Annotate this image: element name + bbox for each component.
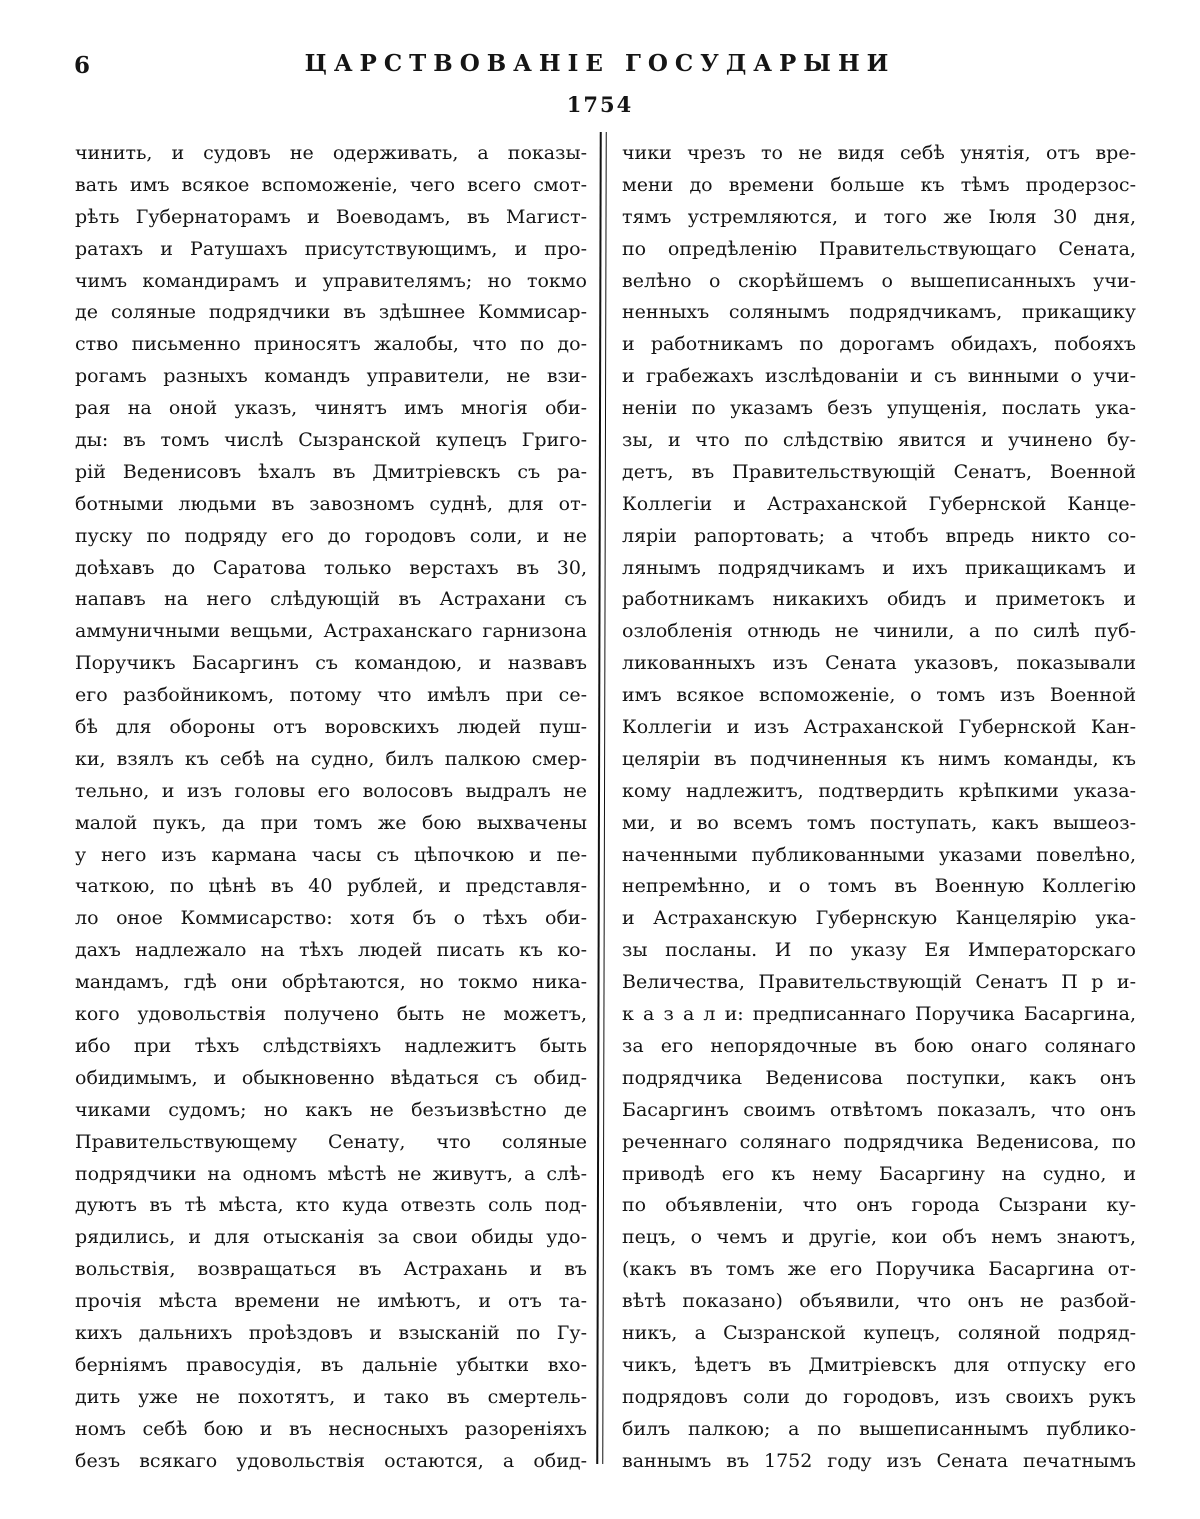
text-line: доѣхавъ до Саратова только верстахъ въ 30, xyxy=(75,556,587,579)
text-line: дить уже не похотятъ, и тако въ смертель- xyxy=(75,1385,587,1408)
text-line: рій Веденисовъ ѣхалъ въ Дмитріевскъ съ ра- xyxy=(75,460,587,483)
text-line: целяріи въ подчиненныя къ нимъ команды, къ xyxy=(622,747,1136,770)
text-line: зы, и что по слѣдствію явится и учинено бу- xyxy=(622,429,1136,452)
text-line: лянымъ подрядчикамъ и ихъ прикащикамъ и xyxy=(622,556,1136,579)
text-line: обидимымъ, и обыкновенно вѣдаться съ обид- xyxy=(75,1066,587,1089)
text-line: ратахъ и Ратушахъ присутствующимъ, и про- xyxy=(75,237,587,260)
text-line: и работникамъ по дорогамъ обидахъ, побояхъ xyxy=(622,333,1136,356)
text-column-right xyxy=(622,138,1136,1477)
text-line: чимъ командирамъ и управителямъ; но токмо xyxy=(75,269,587,292)
text-line: имъ всякое вспоможеніе, о томъ изъ Военной xyxy=(622,684,1136,707)
text-line: кому надлежитъ, подтвердить крѣпкими указа- xyxy=(622,779,1136,802)
text-line: бѣ для обороны отъ воровскихъ людей пуш- xyxy=(75,716,587,739)
text-line: неніи по указамъ безъ упущенія, послать ука- xyxy=(622,397,1136,420)
text-line: де соляные подрядчики въ здѣшнее Коммисар- xyxy=(75,301,587,324)
text-line: аммуничными вещьми, Астраханскаго гарнизона xyxy=(75,620,587,643)
text-line: тельно, и изъ головы его волосовъ выдралъ не xyxy=(75,779,587,802)
text-line: Коллегіи и Астраханской Губернской Канце- xyxy=(622,492,1136,515)
column-divider-rule xyxy=(596,132,606,1464)
text-line: к а з а л и: предписаннаго Поручика Басаргина, xyxy=(622,1003,1136,1026)
text-line: пуску по подряду его до городовъ соли, и не xyxy=(75,524,587,547)
text-line: чиками судомъ; но какъ не безъизвѣстно де xyxy=(75,1098,587,1121)
text-line: берніямъ правосудія, въ дальніе убытки вхо- xyxy=(75,1353,587,1376)
text-line: работникамъ никакихъ обидъ и приметокъ и xyxy=(622,588,1136,611)
text-line: ляріи рапортовать; а чтобъ впредь никто со- xyxy=(622,524,1136,547)
text-line: чаткою, по цѣнѣ въ 40 рублей, и представля- xyxy=(75,875,587,898)
text-line: Величества, Правительствующій Сенатъ П р и- xyxy=(622,971,1136,994)
text-line: тямъ устремляются, и того же Іюля 30 дня, xyxy=(622,205,1136,228)
text-line: подрядовъ соли до городовъ, изъ своихъ рукъ xyxy=(622,1385,1136,1408)
text-line: ваннымъ въ 1752 году изъ Сената печатнымъ xyxy=(622,1449,1136,1472)
text-line: ненныхъ солянымъ подрядчикамъ, прикащику xyxy=(622,301,1136,324)
text-line: Коллегіи и изъ Астраханской Губернской Кан- xyxy=(622,716,1136,739)
text-line: прочія мѣста времени не имѣютъ, и отъ та- xyxy=(75,1290,587,1313)
text-line: приводѣ его къ нему Басаргину на судно, и xyxy=(622,1162,1136,1185)
text-line: Басаргинъ своимъ отвѣтомъ показалъ, что онъ xyxy=(622,1098,1136,1121)
text-line: Поручикъ Басаргинъ съ командою, и назвавъ xyxy=(75,652,587,675)
text-line: велѣно о скорѣйшемъ о вышеписанныхъ учи- xyxy=(622,269,1136,292)
text-line: у него изъ кармана часы съ цѣпочкою и пе- xyxy=(75,843,587,866)
text-line: его разбойникомъ, потому что имѣлъ при се- xyxy=(75,684,587,707)
text-line: пецъ, о чемъ и другіе, кои объ немъ знаютъ, xyxy=(622,1226,1136,1249)
text-line: рогамъ разныхъ командъ управители, не взи- xyxy=(75,365,587,388)
page-header-year: 1754 xyxy=(566,92,634,117)
text-line: и Астраханскую Губернскую Канцелярію ука- xyxy=(622,907,1136,930)
text-line: вать имъ всякое вспоможеніе, чего всего смот- xyxy=(75,173,587,196)
text-line: кого удовольствія получено быть не можетъ, xyxy=(75,1003,587,1026)
text-line: за его непорядочные въ бою онаго солянаго xyxy=(622,1034,1136,1057)
text-line: зы посланы. И по указу Ея Императорскаго xyxy=(622,939,1136,962)
text-line: вѣтѣ показано) объявили, что онъ не разбой- xyxy=(622,1290,1136,1313)
text-line: наченными публикованными указами повелѣно, xyxy=(622,843,1136,866)
text-line: подрядчика Веденисова поступки, какъ онъ xyxy=(622,1066,1136,1089)
text-line: безъ всякаго удовольствія остаются, а обид- xyxy=(75,1449,587,1472)
text-line: по объявленіи, что онъ города Сызрани ку- xyxy=(622,1194,1136,1217)
text-line: чики чрезъ то не видя себѣ унятія, отъ вре- xyxy=(622,142,1136,164)
text-line: чинить, и судовъ не одерживать, а показы- xyxy=(75,142,587,164)
text-line: мандамъ, гдѣ они обрѣтаются, но токмо ника- xyxy=(75,971,587,994)
text-line: билъ палкою; а по вышеписаннымъ публико- xyxy=(622,1417,1136,1440)
text-line: ство письменно приносятъ жалобы, что по до- xyxy=(75,333,587,356)
text-line: малой пукъ, да при томъ же бою выхвачены xyxy=(75,811,587,834)
text-line: детъ, въ Правительствующій Сенатъ, Военной xyxy=(622,460,1136,483)
text-line: подрядчики на одномъ мѣстѣ не живутъ, а слѣ- xyxy=(75,1162,587,1185)
text-line: ми, и во всемъ томъ поступать, какъ вышеоз- xyxy=(622,811,1136,834)
text-line: дахъ надлежало на тѣхъ людей писать къ ко- xyxy=(75,939,587,962)
text-line: Правительствующему Сенату, что соляные xyxy=(75,1130,587,1153)
text-line: рядились, и для отысканія за свои обиды удо- xyxy=(75,1226,587,1249)
text-line: ки, взялъ къ себѣ на судно, билъ палкою смер- xyxy=(75,747,587,770)
text-line: непремѣнно, и о томъ въ Военную Коллегію xyxy=(622,875,1136,898)
text-line: чикъ, ѣдетъ въ Дмитріевскъ для отпуску его xyxy=(622,1353,1136,1376)
text-line: мени до времени больше къ тѣмъ продерзос- xyxy=(622,173,1136,196)
text-line: рая на оной указъ, чинятъ имъ многія оби- xyxy=(75,397,587,420)
text-column-left xyxy=(75,138,587,1477)
text-line: напавъ на него слѣдующій въ Астрахани съ xyxy=(75,588,587,611)
text-line: реченнаго солянаго подрядчика Веденисова, по xyxy=(622,1130,1136,1153)
text-line: по опредѣленію Правительствующаго Сената, xyxy=(622,237,1136,260)
text-line: ло оное Коммисарство: хотя бъ о тѣхъ оби- xyxy=(75,907,587,930)
text-line: ботными людьми въ завозномъ суднѣ, для от- xyxy=(75,492,587,515)
text-line: и грабежахъ изслѣдованіи и съ винными о учи- xyxy=(622,365,1136,388)
text-line: (какъ въ томъ же его Поручика Басаргина от- xyxy=(622,1258,1136,1281)
text-line: озлобленія отнюдь не чинили, а по силѣ пуб- xyxy=(622,620,1136,643)
page-header-title: ЦАРСТВОВАНІЕ ГОСУДАРЫНИ xyxy=(304,50,896,77)
page-number: 6 xyxy=(74,52,91,79)
text-line: дуютъ въ тѣ мѣста, кто куда отвезть соль под- xyxy=(75,1194,587,1217)
text-line: никъ, а Сызранской купецъ, соляной подряд- xyxy=(622,1321,1136,1344)
text-line: ибо при тѣхъ слѣдствіяхъ надлежитъ быть xyxy=(75,1034,587,1057)
text-line: рѣть Губернаторамъ и Воеводамъ, въ Магист- xyxy=(75,205,587,228)
text-line: ликованныхъ изъ Сената указовъ, показывали xyxy=(622,652,1136,675)
text-line: вольствія, возвращаться въ Астрахань и въ xyxy=(75,1258,587,1281)
text-line: номъ себѣ бою и въ несносныхъ разореніяхъ xyxy=(75,1417,587,1440)
text-line: ды: въ томъ числѣ Сызранской купецъ Григо- xyxy=(75,429,587,452)
text-line: кихъ дальнихъ проѣздовъ и взысканій по Гу- xyxy=(75,1321,587,1344)
